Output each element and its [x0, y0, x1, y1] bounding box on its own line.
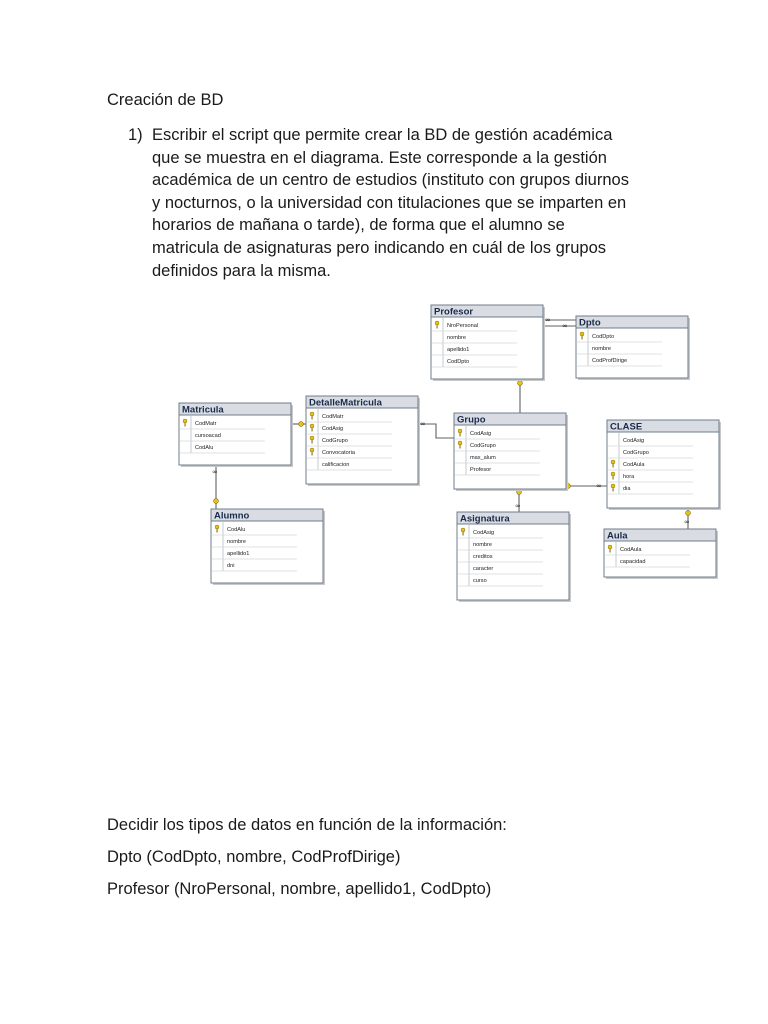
column-name: CodAlu: [195, 445, 214, 451]
table-title: Dpto: [579, 317, 601, 329]
table-matricula: [179, 403, 293, 467]
column-name: CodMatr: [322, 414, 344, 420]
column-name: nombre: [447, 335, 466, 341]
key-endpoint-icon: [686, 511, 691, 516]
column-name: capacidad: [620, 559, 646, 565]
many-endpoint-icon: ∞: [562, 322, 568, 330]
column-name: cursoacad: [195, 433, 221, 439]
item-line: matricula de asignaturas pero indicando en cuál de los grupos: [152, 239, 607, 257]
column-name: dni: [227, 563, 235, 569]
table-title: Matricula: [182, 404, 224, 416]
paragraph-dpto: Dpto (CodDpto, nombre, CodProfDirige): [107, 848, 401, 866]
column-name: CodAsig: [322, 426, 344, 432]
column-name: CodAsig: [623, 438, 645, 444]
column-name: Convocatoria: [322, 450, 355, 456]
column-name: dia: [623, 486, 631, 492]
column-name: nombre: [473, 542, 492, 548]
table-title: Profesor: [434, 306, 474, 318]
table-detallematricula: [306, 396, 420, 486]
column-name: hora: [623, 474, 635, 480]
item-line: Escribir el script que permite crear la BD de gestión académica: [152, 126, 613, 144]
table-aula: [604, 529, 718, 579]
column-name: CodDpto: [592, 334, 615, 340]
column-name: CodAsig: [473, 530, 495, 536]
many-endpoint-icon: ∞: [515, 502, 521, 510]
column-name: CodGrupo: [470, 443, 496, 449]
item-line: horarios de mañana o tarde), de forma que el alumno se: [152, 216, 565, 235]
many-endpoint-icon: ∞: [684, 518, 690, 526]
many-endpoint-icon: ∞: [212, 468, 218, 476]
column-name: CodMatr: [195, 421, 217, 427]
key-endpoint-icon: [214, 499, 219, 504]
item-line: académica de un centro de estudios (instituto con grupos diurnos: [152, 171, 629, 190]
table-title: CLASE: [610, 421, 643, 433]
document-heading: Creación de BD: [107, 91, 224, 109]
column-name: calificacion: [322, 462, 350, 468]
table-title: Grupo: [457, 414, 486, 426]
table-title: Alumno: [214, 510, 250, 522]
table-asignatura: [457, 512, 571, 602]
column-name: NroPersonal: [447, 323, 479, 329]
item-number: 1): [128, 126, 143, 144]
column-name: CodAula: [620, 547, 642, 553]
many-endpoint-icon: ∞: [545, 316, 551, 324]
table-alumno: [211, 509, 325, 585]
item-line: que se muestra en el diagrama. Este corresponde a la gestión: [152, 148, 607, 167]
column-name: max_alum: [470, 455, 496, 461]
column-name: CodGrupo: [322, 438, 348, 444]
key-endpoint-icon: [518, 381, 523, 386]
column-name: nombre: [227, 539, 246, 545]
column-name: apellido1: [447, 347, 470, 353]
column-name: nombre: [592, 346, 611, 352]
column-name: curso: [473, 578, 487, 584]
item-line: y nocturnos, o la universidad con titulaciones que se imparten en: [152, 193, 627, 212]
key-endpoint-icon: [299, 422, 304, 427]
column-name: caracter: [473, 566, 494, 572]
many-endpoint-icon: ∞: [596, 482, 602, 490]
column-name: apellido1: [227, 551, 250, 557]
table-dpto: [576, 316, 690, 380]
table-title: Asignatura: [460, 513, 510, 525]
table-title: Aula: [607, 530, 628, 542]
column-name: CodGrupo: [623, 450, 649, 456]
table-clase: [607, 420, 721, 510]
column-name: Profesor: [470, 467, 492, 473]
table-grupo: [454, 413, 568, 491]
table-title: DetalleMatricula: [309, 397, 382, 409]
column-name: CodDpto: [447, 359, 470, 365]
column-name: creditos: [473, 554, 493, 560]
column-name: CodAsig: [470, 431, 492, 437]
column-name: CodAula: [623, 462, 645, 468]
column-name: CodProfDirige: [592, 358, 628, 364]
table-profesor: [431, 305, 545, 381]
column-name: CodAlu: [227, 527, 246, 533]
item-line: definidos para la misma.: [152, 261, 331, 280]
paragraph-datatypes: Decidir los tipos de datos en función de la información:: [107, 816, 507, 834]
many-endpoint-icon: ∞: [420, 420, 426, 428]
paragraph-profesor: Profesor (NroPersonal, nombre, apellido1, CodDpto): [107, 880, 492, 898]
